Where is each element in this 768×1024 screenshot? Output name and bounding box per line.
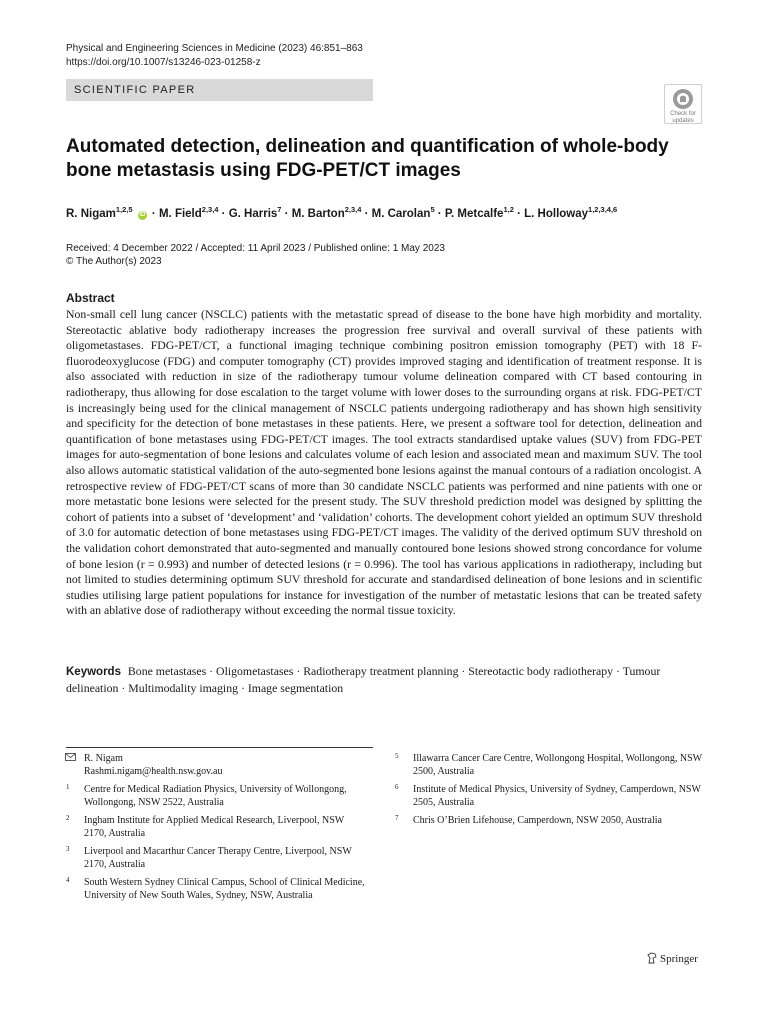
abstract-text: Non-small cell lung cancer (NSCLC) patients with the metastatic spread of disease to the bone have high morbidity and mortality. Stereotactic ablative body radiotherapy increases the progression free survival and overall survival of these patients with oligometastases. FDG-PET/CT, a functional imaging technique combining positron emission tomography (PET) with 18 F-fluorodeoxyglucose (FDG) and computer tomography (CT) provides improved staging and identification of treatment response. It is also associated with reduction in size of the radiotherapy tumour volume delineation compared with CT based contouring in radiotherapy, thus allowing for dose escalation to the target volume with lower doses to the surrounding organs at risk. FDG-PET/CT is increasingly being used for the clinical management of NSCLC patients undergoing radiotherapy and has shown high sensitivity and specificity for the detection of bone metastases in these patients. Here, we present a software tool for detection, delineation and quantification of bone metastases using FDG-PET/CT images. The tool extracts standardised uptake values (SUV) from FDG-PET images for auto-segmentation of bone lesions and calculates volume of each lesion and associated mean and maximum SUV. The tool also allows automatic statistical validation of the auto-segmented bone lesions against the manual contours of a radiation oncologist. A retrospective review of FDG-PET/CT scans of more than 30 candidate NSCLC patients was performed and nine patients with one or more metastatic bone lesions were selected for the present study. The SUV threshold prediction model was designed by splitting the cohort of patients into a subset of ‘development’ and ‘validation’ cohorts. The development cohort yielded an optimum SUV threshold of 3.0 for automatic detection of bone metastases using FDG-PET/CT images. The validity of the derived optimum SUV threshold on the validation cohort demonstrated that auto-segmented and manually contoured bone lesions showed strong concordance for volume of bone lesion (r = 0.993) and number of detected lesions (r = 0.996). The tool has various applications in radiotherapy, including but not limited to studies determining optimum SUV threshold for accurate and standardised delineation of bone lesions and in scientific studies utilising large patient populations for instance for investigation of the number of metastatic lesions that can be treated safety with an ablative dose of radiotherapy without exceeding the normal tissue toxicity.: [66, 307, 702, 618]
corresponding-author: [66, 752, 366, 778]
footnotes-left-column: [66, 752, 366, 907]
author-list: R. Nigam$^{1,2,5}$ iD · M. Field$^{2,3,4}$ · G. Harris$^7$ · M. Barton$^{2,3,4}$ · M. Carolan$^5$ · P. Metcalfe$^{1,2}$ · L. Holloway$^{1,2,3,4,6}$: [66, 205, 618, 220]
keywords-section: [66, 663, 702, 696]
affiliation-text: Liverpool and Macarthur Cancer Therapy Centre, Liverpool, NSW 2170, Australia: [84, 846, 352, 870]
journal-citation: Physical and Engineering Sciences in Medicine (2023) 46:851–863: [66, 43, 363, 54]
affiliation-text: Centre for Medical Radiation Physics, University of Wollongong, Wollongong, NSW 2522, Australia: [84, 784, 347, 808]
affiliation-item: [395, 783, 705, 809]
affiliation-text: Chris O’Brien Lifehouse, Camperdown, NSW 2050, Australia: [413, 815, 662, 826]
affiliation-number: 2: [66, 814, 70, 822]
affiliation-number: 6: [395, 783, 399, 791]
author-name[interactable]: M. Field: [158, 207, 202, 220]
affiliation-text: Institute of Medical Physics, University of Sydney, Camperdown, NSW 2505, Australia: [413, 784, 701, 808]
author-name[interactable]: M. Carolan: [371, 207, 431, 220]
crossmark-icon: [672, 88, 694, 110]
author-name[interactable]: P. Metcalfe: [444, 207, 504, 220]
affiliation-item: [395, 752, 705, 778]
affiliation-item: [395, 814, 705, 827]
affiliation-number: 7: [395, 814, 399, 822]
paper-title: [66, 135, 686, 183]
abstract-heading: Abstract: [66, 291, 115, 305]
affiliation-text: Ingham Institute for Applied Medical Research, Liverpool, NSW 2170, Australia: [84, 815, 345, 839]
author-affiliation: 7: [277, 205, 282, 214]
publisher-logo: [647, 952, 698, 965]
affiliation-number: 1: [66, 783, 70, 791]
affiliation-item: [66, 783, 366, 809]
title-line-1: Automated detection, delineation and quantification of whole-body: [66, 136, 669, 157]
envelope-icon: [65, 753, 76, 761]
affiliation-text: South Western Sydney Clinical Campus, School of Clinical Medicine, University of New South Wales, Sydney, NSW, Australia: [84, 877, 365, 901]
author-affiliation: 2,3,4: [201, 205, 219, 214]
author-name[interactable]: R. Nigam: [66, 207, 116, 220]
author-affiliation: 2,3,4: [344, 205, 362, 214]
affiliation-item: [66, 876, 366, 902]
author-affiliation: 1,2,3,4,6: [588, 205, 618, 214]
publisher-name: Springer: [660, 953, 698, 965]
affiliation-item: [66, 814, 366, 840]
received-accepted-published: Received: 4 December 2022 / Accepted: 11 April 2023 / Published online: 1 May 2023: [66, 243, 445, 254]
author-name[interactable]: G. Harris: [228, 207, 278, 220]
affiliation-number: 3: [66, 845, 70, 853]
author-affiliation: 5: [430, 205, 435, 214]
journal-header: [66, 42, 363, 70]
footnote-divider: [66, 747, 373, 748]
check-for-updates-badge[interactable]: [664, 84, 702, 124]
keywords-list: Bone metastases · Oligometastases · Radiotherapy treatment planning · Stereotactic body radiotherapy · Tumour delineation · Multimodality imaging · Image segmentation: [66, 664, 661, 695]
author-name[interactable]: L. Holloway: [524, 207, 589, 220]
author-affiliation: 1,2,5: [115, 205, 133, 214]
copyright-notice: © The Author(s) 2023: [66, 256, 162, 267]
affiliation-number: 5: [395, 752, 399, 760]
publication-dates: [66, 242, 445, 268]
orcid-icon[interactable]: iD: [139, 211, 146, 218]
affiliation-text: Illawarra Cancer Care Centre, Wollongong Hospital, Wollongong, NSW 2500, Australia: [413, 753, 702, 777]
corresponding-name: R. Nigam: [84, 753, 123, 764]
author-name[interactable]: M. Barton: [291, 207, 345, 220]
doi-link[interactable]: https://doi.org/10.1007/s13246-023-01258-z: [66, 57, 261, 68]
springer-horse-icon: [647, 952, 657, 964]
corresponding-email[interactable]: Rashmi.nigam@health.nsw.gov.au: [84, 766, 223, 777]
affiliation-item: [66, 845, 366, 871]
footnotes-right-column: [395, 752, 705, 832]
author-affiliation: 1,2: [503, 205, 514, 214]
check-badge-line2: updates: [672, 118, 694, 124]
title-line-2: bone metastasis using FDG-PET/CT images: [66, 160, 461, 181]
affiliation-number: 4: [66, 876, 70, 884]
check-badge-line1: Check for: [670, 111, 696, 117]
article-type-banner: SCIENTIFIC PAPER: [66, 79, 373, 101]
keywords-label: Keywords: [66, 666, 121, 678]
